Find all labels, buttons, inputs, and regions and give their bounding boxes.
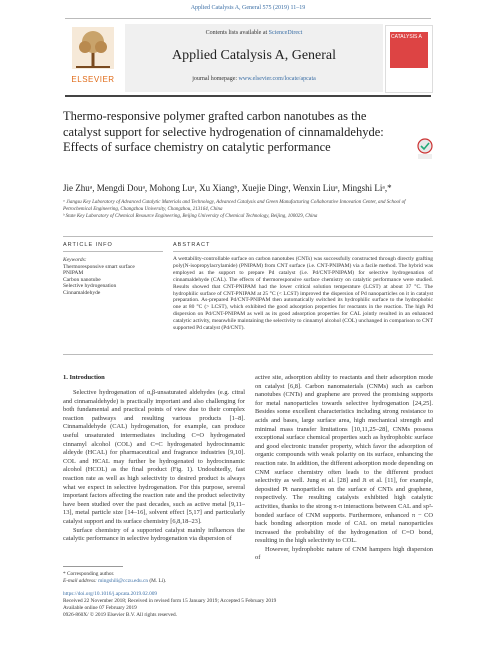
affiliations	[63, 199, 433, 220]
introduction-heading: 1. Introduction	[63, 374, 105, 381]
contents-prefix: Contents lists available at	[205, 30, 269, 36]
article-info-heading: ARTICLE INFO	[63, 242, 113, 248]
keyword-item: PNIPAM	[63, 270, 84, 277]
email-label: E-mail address:	[63, 578, 99, 584]
footnote-rule	[63, 566, 123, 567]
homepage-prefix: journal homepage:	[192, 76, 239, 82]
journal-title: Applied Catalysis A, General	[171, 48, 337, 63]
contents-line	[125, 30, 383, 36]
keywords-label: Keywords:	[63, 257, 87, 263]
history-dates: Received 22 November 2018; Received in revised form 15 January 2019; Accepted 5 February 2019	[63, 598, 277, 604]
publisher-name: ELSEVIER	[71, 75, 115, 84]
running-head[interactable]: Applied Catalysis A, General 575 (2019) 11–19	[190, 5, 306, 11]
elsevier-tree-icon	[72, 27, 114, 69]
intro-paragraph: However, hydrophobic nature of CNM hampers high dispersion of	[255, 545, 433, 562]
header-bottom-rule	[65, 95, 431, 97]
available-online: Available online 07 February 2019	[63, 605, 137, 611]
elsevier-logo[interactable]	[62, 25, 124, 91]
intro-right-column	[255, 374, 433, 563]
article-title: Thermo-responsive polymer grafted carbon nanotubes as the catalyst support for selective hydrogenation of cinnamaldehyde: Effects of surface chemistry on catalytic performance	[63, 109, 384, 154]
email-link[interactable]: mingshili@cczu.edu.cn	[98, 578, 149, 584]
intro-left-column	[63, 389, 245, 544]
doi-link[interactable]: https://doi.org/10.1016/j.apcata.2019.02.009	[63, 591, 158, 597]
check-for-updates-badge[interactable]	[416, 138, 434, 160]
keyword-item: Selective hydrogenation	[63, 283, 117, 290]
keyword-item: Cinnamaldehyde	[63, 289, 101, 296]
intro-paragraph: active site, adsorption ability to reactants and their adsorption mode on catalyst [6,8]. Carbon nanomaterials (CNMs) such as carbon nanotubes (CNTs) and graphene are proved the promising supports for metal nanoparticles towards selective hydrogenation [24,25]. Besides some excellent characteristics including strong resistance to acids and bases, large surface area, high mechanical strength and minimal mass transfer limitations [10,11,25–28], CNMs possess exceptional surface chemical properties such as hydrophobic surface and good electronic transfer property, which favor the adsorption of organic compounds with weak polarity on its surface, enhancing the reaction rate. In addition, the different adsorption mode depending on CNM surface chemistry often leads to the different product selectivity as well. Jung et al. [28] and Ji et al. [11], for example, deposited Pt nanoparticles on the surface of CNTs and graphene, respectively. The resulting catalysts exhibited high catalytic activities, thanks to the strong π-π interactions between CAL and sp²-bonded surface of CNM supports. Furthermore, enhanced π − CO back bonding adsorption mode of CAL on metal nanoparticles increased the probability of the hydrogenation of C=O bond, resulting in the high selectivity to COL.	[255, 374, 433, 545]
corresponding-author-note: * Corresponding author.	[63, 571, 115, 577]
email-suffix: (M. Li).	[148, 578, 167, 584]
article-info-rule	[63, 251, 163, 252]
keywords-block	[63, 257, 168, 297]
author-list[interactable]: Jie Zhuᵃ, Mengdi Douᵃ, Mohong Luᵃ, Xu Xiangᵇ, Xuejie Dingᵃ, Wenxin Liuᵃ, Mingshi Liᵃ,*	[63, 183, 392, 193]
affiliation-a: ᵃ Jiangsu Key Laboratory of Advanced Catalytic Materials and Technology, Advanced Catalysis and Green Manufacturing Collaborative Innovation Center, and School of Petrochemical Engineering, Changzhou University, Changzhou, 213164, China	[63, 200, 406, 212]
abstract-rule	[173, 251, 433, 252]
homepage-link[interactable]: www.elsevier.com/locate/apcata	[238, 76, 316, 82]
keyword-item: Carbon nanotube	[63, 276, 101, 283]
sciencedirect-link[interactable]: ScienceDirect	[268, 30, 303, 36]
homepage-line	[125, 76, 383, 82]
check-updates-icon	[416, 138, 434, 160]
keyword-item: Thermoresponsive smart surface	[63, 263, 135, 270]
footer-block	[63, 571, 443, 619]
intro-paragraph: Selective hydrogenation of α,β-unsaturated aldehydes (e.g. citral and cinnamaldehyde) is practically important and also challenging for both fundamental and practical points of view due to their complex reaction pathways and resulting various products [1–8]. Cinnamaldehyde (CAL) hydrogenation, for example, can produce useful unsaturated intermediates including C=O hydrogenated cinnamyl alcohol (COL) and C=C hydrogenated hydrocinnamic aldeyde (HCAL) for pharmaceutical and fragrance industries [9,10]. COL and HCAL may further be hydrogenated to hydrocinnamic alcohol (HCOL) as the final product (Fig. 1). Undoubtedly, fast reaction rate as well as high selectivity to desired product is always what we expect in selective hydrogenation. For this purpose, several important factors affecting the reaction rate and the product selectivity have been studied over the past decades, such as active metal [9,11–13], metal particle size [14–16], solvent effect [5,17] and particularly catalyst support and its surface chemistry [6,8,18–23].	[63, 389, 245, 525]
section-rule	[63, 236, 433, 237]
email-line	[63, 578, 443, 585]
affiliation-b: ᵇ State Key Laboratory of Chemical Resource Engineering, Beijing University of Chemical Technology, Beijing, 100029, China	[63, 214, 318, 219]
cover-title: CATALYSIS A	[391, 34, 422, 40]
abstract-bottom-rule	[63, 354, 433, 355]
abstract-heading: ABSTRACT	[173, 242, 211, 248]
intro-paragraph: Surface chemistry of a supported catalyst mainly influences the catalytic performance in selective hydrogenation via dispersion of	[63, 526, 245, 543]
abstract-text: A wettability-controllable surface on carbon nanotubes (CNTs) was successfully constructed through directly grafting poly(N-isopropylacrylamide) (PNIPAM) from CNT surface (i.e. CNT-PNIPAM) via a facile method. The hybrid was employed as the support to prepare Pd catalyst (i.e. Pd/CNT-PNIPAM) for selective hydrogenation of cinnamaldehyde (CAL). The effects of thermoresponsive surface chemistry on catalytic performance were studied. Results showed that CNT-PNIPAM had the lower critical solution temperature (LCST) at about 37 °C. The hydrophilic surface of CNT-PNIPAM at 25 °C (< LCST) improved the dispersion of Pd nanoparticles on it in catalyst preparation. As-prepared Pd/CNT-PNIPAM then automatically switched its hydrophilic surface to the hydrophobic one at 80 °C (> LCST), which exhibited the good adsorption properties for reactants in the reaction. The high Pd dispersion on Pd/CNT-PNIPAM as well as its good adsorption properties for CAL jointly resulted in an enhanced catalytic activity, meanwhile maintaining the selectivity to cinnamyl alcohol (COL) unchanged in comparison to CNT supported Pd catalyst (Pd/CNT).	[173, 256, 433, 332]
header-top-rule	[65, 18, 431, 19]
copyright: 0926-860X/ © 2019 Elsevier B.V. All rights reserved.	[63, 612, 177, 618]
journal-cover-thumbnail[interactable]	[385, 25, 433, 93]
